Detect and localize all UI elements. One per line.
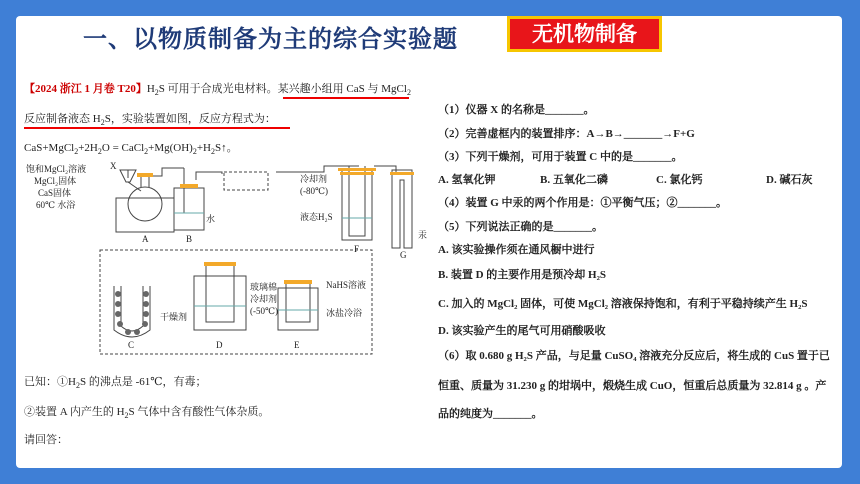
label-a: A xyxy=(142,234,149,244)
water-bath xyxy=(116,198,174,232)
q5-option-c: C. 加入的 MgCl₂ 固体，可使 MgCl₂ 溶液保持饱和，有利于平稳持续产生 H₂S xyxy=(438,298,808,310)
label-f: F xyxy=(354,244,360,254)
label-coolant2: 冷却剂 xyxy=(250,294,278,304)
question-intro-line-2: 反应制备液态 $H_2S$，实验装置如图，反应方程式为： xyxy=(24,113,276,128)
label-coolant: 冷却剂 xyxy=(300,174,328,184)
sub-question-1: （1）仪器 X 的名称是_______。 xyxy=(438,104,595,116)
label-water: 水 xyxy=(206,214,216,224)
option-b: B. 五氧化二磷 xyxy=(540,174,608,186)
label-dry: 干燥剂 xyxy=(160,312,188,322)
label-e: E xyxy=(294,340,300,350)
label-g: G xyxy=(400,250,407,260)
apparatus-diagram xyxy=(24,158,432,356)
label-cas: CaS固体 xyxy=(38,188,72,198)
label-bath: 60℃ 水浴 xyxy=(36,200,76,210)
underline-1 xyxy=(283,97,409,99)
label-d: D xyxy=(216,340,223,350)
label-icebath: 冰盐冷浴 xyxy=(326,308,363,318)
sub-question-6-line-3: 品的纯度为_______。 xyxy=(438,408,543,420)
question-intro-line-1: 【2024 浙江 1 月卷 T20】$H_2S$ 可用于合成光电材料。某兴趣小组用 CaS 与 MgCl$_2$ xyxy=(24,83,411,98)
label-temp80: (-80℃) xyxy=(300,186,329,196)
q5-option-a: A. 该实验操作须在通风橱中进行 xyxy=(438,244,595,256)
label-mgcl2: MgCl₂固体 xyxy=(34,176,77,186)
q5-option-d: D. 该实验产生的尾气可用硝酸吸收 xyxy=(438,325,606,337)
bottle-b xyxy=(174,188,204,230)
label-liquid-h2s: 液态H₂S xyxy=(300,212,333,222)
flask-a xyxy=(128,187,162,221)
label-glasswool: 玻璃棉 xyxy=(250,282,278,292)
q5-option-b: B. 装置 D 的主要作用是预冷却 H₂S xyxy=(438,269,607,281)
label-temp50: (-50℃) xyxy=(250,306,279,316)
source-tag: 【2024 浙江 1 月卷 T20】 xyxy=(24,83,147,95)
label-mercury: 汞 xyxy=(418,230,428,240)
mercury-bubbler-g xyxy=(392,170,412,248)
sub-question-5: （5）下列说法正确的是_______。 xyxy=(438,221,603,233)
bath-e xyxy=(278,288,318,330)
dashed-placeholder xyxy=(224,172,268,190)
option-d: D. 碱石灰 xyxy=(766,174,813,186)
sub-question-6-line-1: （6）取 0.680 g H₂S 产品，与足量 CuSO₄ 溶液充分反应后，将生成的 CuS 置于已 xyxy=(438,350,830,362)
label-nahs: NaHS溶液 xyxy=(326,280,366,290)
cold-trap-f xyxy=(342,170,372,240)
label-c: C xyxy=(128,340,135,350)
label-sat: 饱和MgCl₂溶液 xyxy=(26,164,87,174)
label-x: X xyxy=(110,161,117,171)
topic-badge: 无机物制备 xyxy=(507,16,662,52)
known-1: 已知：$①H_2S$ 的沸点是 -61℃，有毒； xyxy=(24,376,207,391)
please-answer: 请回答： xyxy=(24,434,68,446)
known-2: ②装置 A 内产生的 $H_2S$ 气体中含有酸性气体杂质。 xyxy=(24,406,270,421)
sub-question-6-line-2: 恒重、质量为 31.230 g 的坩埚中，煅烧生成 CuO，恒重后总质量为 32.814 g 。产 xyxy=(438,380,827,392)
option-a: A. 氢氧化钾 xyxy=(438,174,496,186)
option-c: C. 氯化钙 xyxy=(656,174,703,186)
sub-question-3: （3）下列干燥剂，可用于装置 C 中的是_______。 xyxy=(438,151,683,163)
page-title: 一、以物质制备为主的综合实验题 xyxy=(83,25,458,53)
sub-question-2: （2）完善虚框内的装置排序：A→B→_______→F+G xyxy=(438,128,695,140)
label-b: B xyxy=(186,234,193,244)
reaction-equation: $CaS+MgCl_2+2H_2O$ = $CaCl_2+Mg(OH)_2+H_2S↑$。 xyxy=(24,142,238,157)
sub-question-4: （4）装置 G 中汞的两个作用是：①平衡气压；②_______。 xyxy=(438,197,728,209)
underline-2 xyxy=(24,127,290,129)
